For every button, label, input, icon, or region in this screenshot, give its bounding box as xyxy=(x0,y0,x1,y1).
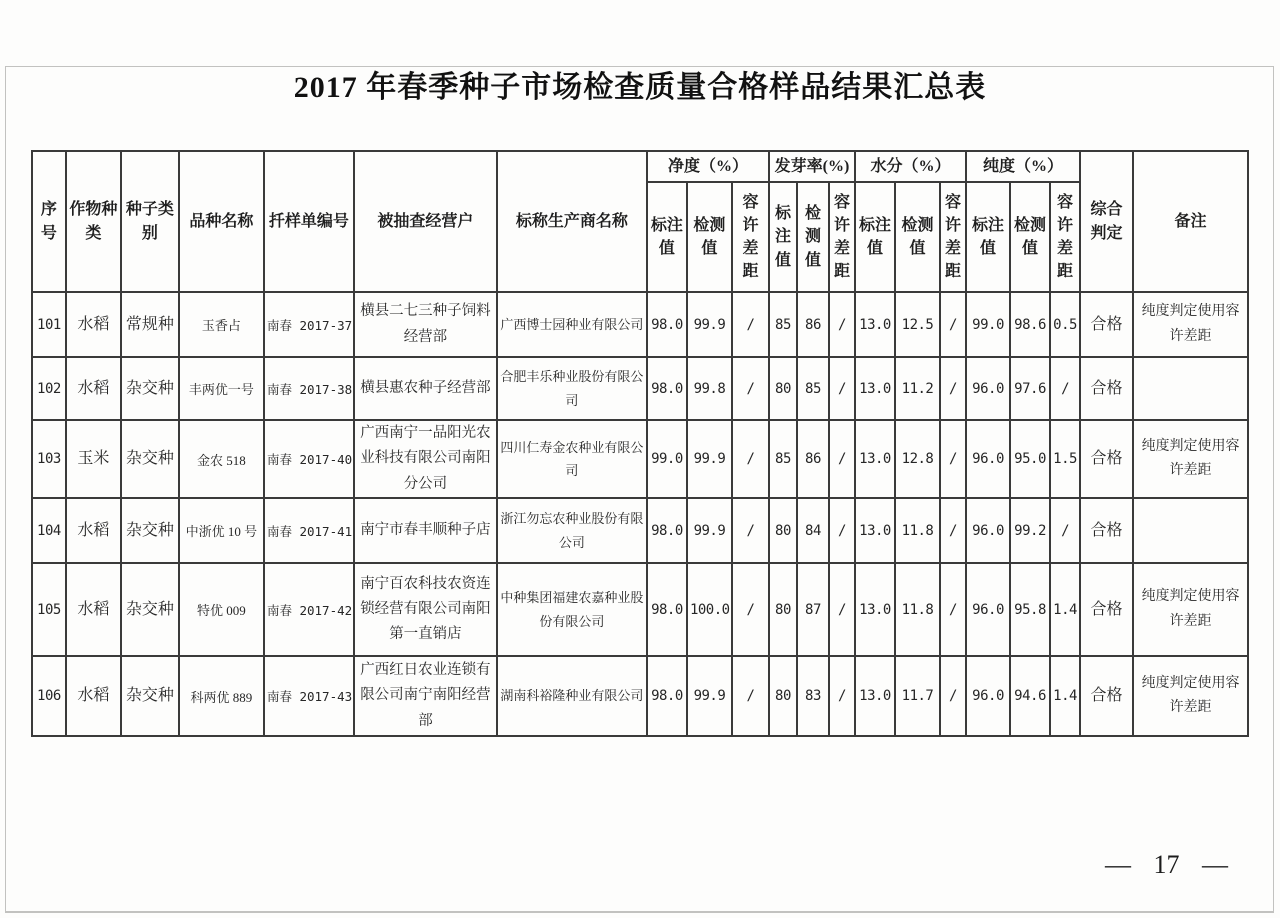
cell-category: 杂交种 xyxy=(121,656,179,736)
cell-sample-no: 南春 2017-41 xyxy=(264,498,354,563)
group-header-variety-purity: 纯度（%） xyxy=(966,151,1080,182)
col-header-sample-no: 扦样单编号 xyxy=(264,151,354,292)
cell-variety: 科两优 889 xyxy=(179,656,264,736)
cell-remarks xyxy=(1133,357,1248,420)
cell-shuifen-tested: 11.2 xyxy=(895,357,940,420)
col-header-crop: 作物种类 xyxy=(66,151,121,292)
cell-chundu-tested: 97.6 xyxy=(1010,357,1050,420)
group-header-purity: 净度（%） xyxy=(647,151,769,182)
cell-chundu-tol: / xyxy=(1050,357,1080,420)
cell-category: 杂交种 xyxy=(121,563,179,656)
cell-fayalv-labeled: 80 xyxy=(769,656,797,736)
sub-header-moisture-labeled: 标注值 xyxy=(855,182,895,292)
table-row xyxy=(32,498,1248,563)
cell-fayalv-tol: / xyxy=(829,656,855,736)
table-row xyxy=(32,420,1248,498)
col-header-variety: 品种名称 xyxy=(179,151,264,292)
cell-jingdu-tol: / xyxy=(732,656,769,736)
sub-header-purity-tested: 检测值 xyxy=(687,182,732,292)
sub-header-germination-tested: 检测值 xyxy=(797,182,829,292)
cell-shuifen-tested: 11.8 xyxy=(895,563,940,656)
cell-crop: 水稻 xyxy=(66,656,121,736)
cell-operator: 横县二七三种子饲料经营部 xyxy=(354,292,497,357)
sub-header-purity-labeled: 标注值 xyxy=(647,182,687,292)
cell-judgment: 合格 xyxy=(1080,357,1133,420)
cell-manufacturer: 湖南科裕隆种业有限公司 xyxy=(497,656,647,736)
page-number: — 17 — xyxy=(1105,850,1228,879)
cell-crop: 玉米 xyxy=(66,420,121,498)
cell-manufacturer: 四川仁寿金农种业有限公司 xyxy=(497,420,647,498)
cell-jingdu-labeled: 98.0 xyxy=(647,357,687,420)
cell-seq: 104 xyxy=(32,498,66,563)
table-row xyxy=(32,357,1248,420)
cell-jingdu-tol: / xyxy=(732,357,769,420)
cell-category: 杂交种 xyxy=(121,357,179,420)
cell-shuifen-tol: / xyxy=(940,498,966,563)
cell-chundu-labeled: 96.0 xyxy=(966,498,1010,563)
cell-chundu-labeled: 96.0 xyxy=(966,656,1010,736)
cell-crop: 水稻 xyxy=(66,498,121,563)
cell-variety: 玉香占 xyxy=(179,292,264,357)
cell-chundu-tol: 1.4 xyxy=(1050,656,1080,736)
cell-jingdu-tol: / xyxy=(732,420,769,498)
cell-fayalv-tol: / xyxy=(829,357,855,420)
sub-header-moisture-tested: 检测值 xyxy=(895,182,940,292)
cell-judgment: 合格 xyxy=(1080,420,1133,498)
cell-variety: 金农 518 xyxy=(179,420,264,498)
cell-shuifen-tol: / xyxy=(940,656,966,736)
cell-fayalv-tol: / xyxy=(829,498,855,563)
cell-jingdu-tested: 99.9 xyxy=(687,420,732,498)
cell-chundu-tol: 0.5 xyxy=(1050,292,1080,357)
cell-fayalv-tol: / xyxy=(829,563,855,656)
cell-manufacturer: 广西博士园种业有限公司 xyxy=(497,292,647,357)
cell-fayalv-labeled: 85 xyxy=(769,292,797,357)
cell-fayalv-tested: 83 xyxy=(797,656,829,736)
cell-remarks: 纯度判定使用容许差距 xyxy=(1133,292,1248,357)
cell-crop: 水稻 xyxy=(66,357,121,420)
cell-chundu-tested: 98.6 xyxy=(1010,292,1050,357)
cell-fayalv-labeled: 85 xyxy=(769,420,797,498)
cell-remarks xyxy=(1133,498,1248,563)
cell-shuifen-labeled: 13.0 xyxy=(855,292,895,357)
table-row xyxy=(32,563,1248,656)
cell-sample-no: 南春 2017-43 xyxy=(264,656,354,736)
sub-header-germination-labeled: 标注值 xyxy=(769,182,797,292)
page-title: 2017 年春季种子市场检查质量合格样品结果汇总表 xyxy=(293,71,987,104)
cell-shuifen-labeled: 13.0 xyxy=(855,357,895,420)
cell-shuifen-labeled: 13.0 xyxy=(855,656,895,736)
cell-jingdu-tested: 100.0 xyxy=(687,563,732,656)
cell-remarks: 纯度判定使用容许差距 xyxy=(1133,420,1248,498)
cell-category: 常规种 xyxy=(121,292,179,357)
cell-chundu-tol: 1.5 xyxy=(1050,420,1080,498)
cell-shuifen-tested: 12.5 xyxy=(895,292,940,357)
cell-jingdu-labeled: 98.0 xyxy=(647,563,687,656)
cell-judgment: 合格 xyxy=(1080,498,1133,563)
table-row xyxy=(32,656,1248,736)
cell-judgment: 合格 xyxy=(1080,656,1133,736)
cell-shuifen-tol: / xyxy=(940,292,966,357)
header-group-row xyxy=(32,151,1248,182)
cell-sample-no: 南春 2017-38 xyxy=(264,357,354,420)
cell-fayalv-tested: 85 xyxy=(797,357,829,420)
cell-chundu-labeled: 96.0 xyxy=(966,357,1010,420)
table-header xyxy=(32,151,1248,292)
col-header-seq: 序号 xyxy=(32,151,66,292)
cell-shuifen-tested: 12.8 xyxy=(895,420,940,498)
cell-jingdu-tol: / xyxy=(732,563,769,656)
cell-shuifen-tol: / xyxy=(940,420,966,498)
results-table xyxy=(31,150,1249,737)
cell-jingdu-tol: / xyxy=(732,292,769,357)
cell-chundu-labeled: 96.0 xyxy=(966,563,1010,656)
cell-chundu-tested: 99.2 xyxy=(1010,498,1050,563)
sub-header-variety-purity-labeled: 标注值 xyxy=(966,182,1010,292)
cell-shuifen-labeled: 13.0 xyxy=(855,563,895,656)
table-body xyxy=(32,292,1248,736)
cell-chundu-labeled: 99.0 xyxy=(966,292,1010,357)
table-row xyxy=(32,292,1248,357)
cell-shuifen-tested: 11.7 xyxy=(895,656,940,736)
cell-fayalv-tol: / xyxy=(829,420,855,498)
cell-jingdu-tol: / xyxy=(732,498,769,563)
cell-fayalv-tested: 84 xyxy=(797,498,829,563)
cell-shuifen-tol: / xyxy=(940,357,966,420)
sub-header-purity-tolerance: 容许差距 xyxy=(732,182,769,292)
cell-fayalv-tested: 86 xyxy=(797,420,829,498)
col-header-operator: 被抽查经营户 xyxy=(354,151,497,292)
group-header-moisture: 水分（%） xyxy=(855,151,966,182)
cell-fayalv-labeled: 80 xyxy=(769,563,797,656)
cell-manufacturer: 浙江勿忘农种业股份有限公司 xyxy=(497,498,647,563)
cell-operator: 横县惠农种子经营部 xyxy=(354,357,497,420)
cell-fayalv-tested: 86 xyxy=(797,292,829,357)
cell-category: 杂交种 xyxy=(121,420,179,498)
cell-shuifen-labeled: 13.0 xyxy=(855,420,895,498)
cell-judgment: 合格 xyxy=(1080,292,1133,357)
cell-sample-no: 南春 2017-40 xyxy=(264,420,354,498)
sub-header-variety-purity-tolerance: 容许差距 xyxy=(1050,182,1080,292)
cell-chundu-tested: 95.0 xyxy=(1010,420,1050,498)
cell-jingdu-labeled: 98.0 xyxy=(647,656,687,736)
cell-operator: 南宁百农科技农资连锁经营有限公司南阳第一直销店 xyxy=(354,563,497,656)
cell-chundu-labeled: 96.0 xyxy=(966,420,1010,498)
cell-chundu-tol: / xyxy=(1050,498,1080,563)
cell-crop: 水稻 xyxy=(66,292,121,357)
cell-seq: 102 xyxy=(32,357,66,420)
cell-fayalv-labeled: 80 xyxy=(769,498,797,563)
sub-header-germination-tolerance: 容许差距 xyxy=(829,182,855,292)
cell-jingdu-labeled: 99.0 xyxy=(647,420,687,498)
cell-manufacturer: 中种集团福建农嘉种业股份有限公司 xyxy=(497,563,647,656)
cell-fayalv-tol: / xyxy=(829,292,855,357)
cell-chundu-tested: 94.6 xyxy=(1010,656,1050,736)
sub-header-moisture-tolerance: 容许差距 xyxy=(940,182,966,292)
cell-variety: 特优 009 xyxy=(179,563,264,656)
cell-chundu-tested: 95.8 xyxy=(1010,563,1050,656)
cell-jingdu-tested: 99.9 xyxy=(687,498,732,563)
cell-judgment: 合格 xyxy=(1080,563,1133,656)
cell-variety: 中浙优 10 号 xyxy=(179,498,264,563)
cell-remarks: 纯度判定使用容许差距 xyxy=(1133,656,1248,736)
cell-remarks: 纯度判定使用容许差距 xyxy=(1133,563,1248,656)
cell-variety: 丰两优一号 xyxy=(179,357,264,420)
cell-category: 杂交种 xyxy=(121,498,179,563)
sub-header-variety-purity-tested: 检测值 xyxy=(1010,182,1050,292)
cell-crop: 水稻 xyxy=(66,563,121,656)
cell-sample-no: 南春 2017-42 xyxy=(264,563,354,656)
col-header-judgment: 综合判定 xyxy=(1080,151,1133,292)
col-header-manufacturer: 标称生产商名称 xyxy=(497,151,647,292)
cell-operator: 南宁市春丰顺种子店 xyxy=(354,498,497,563)
group-header-germination: 发芽率(%) xyxy=(769,151,855,182)
cell-seq: 106 xyxy=(32,656,66,736)
col-header-remarks: 备注 xyxy=(1133,151,1248,292)
cell-sample-no: 南春 2017-37 xyxy=(264,292,354,357)
cell-jingdu-labeled: 98.0 xyxy=(647,498,687,563)
col-header-category: 种子类别 xyxy=(121,151,179,292)
cell-shuifen-tol: / xyxy=(940,563,966,656)
cell-fayalv-labeled: 80 xyxy=(769,357,797,420)
cell-operator: 广西南宁一品阳光农业科技有限公司南阳分公司 xyxy=(354,420,497,498)
cell-chundu-tol: 1.4 xyxy=(1050,563,1080,656)
cell-seq: 101 xyxy=(32,292,66,357)
cell-operator: 广西红日农业连锁有限公司南宁南阳经营部 xyxy=(354,656,497,736)
cell-jingdu-tested: 99.9 xyxy=(687,292,732,357)
cell-jingdu-tested: 99.9 xyxy=(687,656,732,736)
cell-shuifen-labeled: 13.0 xyxy=(855,498,895,563)
cell-fayalv-tested: 87 xyxy=(797,563,829,656)
cell-seq: 103 xyxy=(32,420,66,498)
cell-shuifen-tested: 11.8 xyxy=(895,498,940,563)
cell-jingdu-tested: 99.8 xyxy=(687,357,732,420)
cell-seq: 105 xyxy=(32,563,66,656)
cell-manufacturer: 合肥丰乐种业股份有限公司 xyxy=(497,357,647,420)
cell-jingdu-labeled: 98.0 xyxy=(647,292,687,357)
